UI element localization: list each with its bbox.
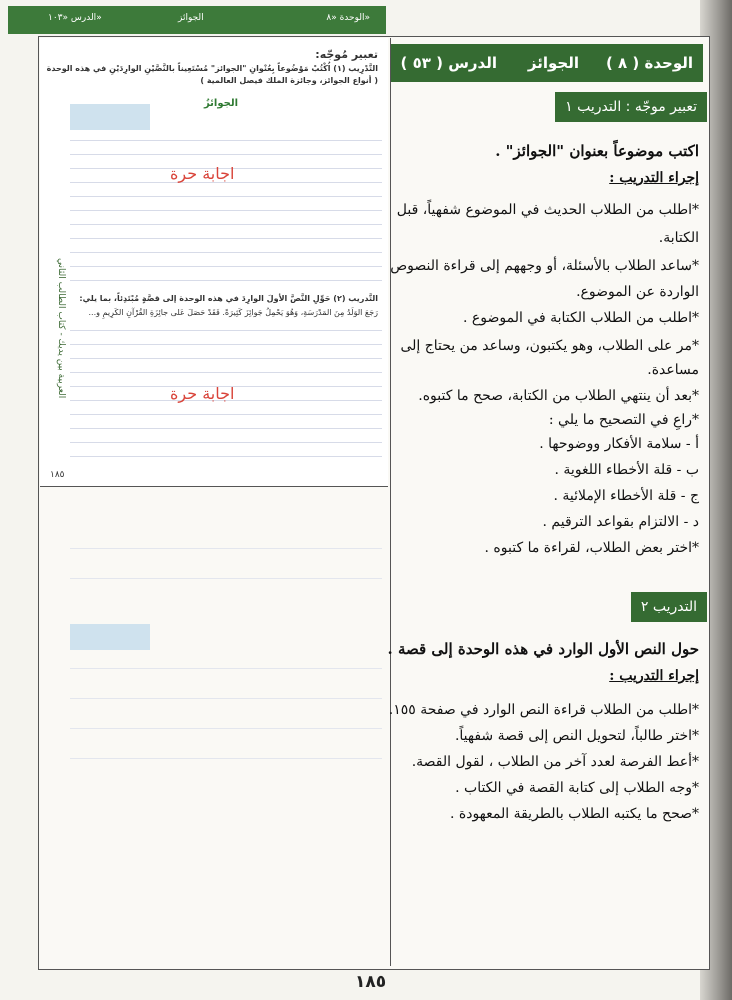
s1-line: *ساعد الطلاب بالأسئلة، أو وجههم إلى قراءة النصوص	[390, 258, 699, 274]
s2-line: *أعط الفرصة لعدد آخر من الطلاب ، لقول القصة.	[411, 754, 699, 770]
section1-procedure-title: إجراء التدريب :	[609, 170, 699, 186]
lesson-header	[391, 44, 703, 82]
thumb-exercise2-line2: رَجَعَ الوَلَدُ مِنَ المَدْرَسَةِ، وَهُوَ يَحْمِلُ جَوائِزَ كَثِيرَةً. فَقَدْ حَصَلَ عَلى جائِزَةِ القُرْآنِ الكَرِيمِ و...	[88, 308, 378, 317]
free-answer-1: اجابة حرة	[170, 164, 235, 183]
free-answer-2: اجابة حرة	[170, 384, 235, 403]
s1-line: الكتابة.	[658, 230, 699, 246]
thumb-title: الجوائز	[178, 13, 204, 23]
thumb-page-number: ١٨٥	[50, 470, 65, 480]
thumbnail-bottom	[40, 488, 388, 966]
section1-task: اكتب موضوعاً بعنوان "الجوائز" .	[495, 142, 699, 160]
thumb-exercise1-line1: التَّدْرِيب (١) اُكْتُبْ مَوْضُوعاً بِعُنْوانِ "الجوائز" مُسْتَعِيناً بالنَّصَّيْنِ الوارِدَيْنِ في هذه الوحدة	[46, 64, 378, 73]
s1-line: *بعد أن ينتهي الطلاب من الكتابة، صحح ما كتبوه.	[418, 388, 699, 404]
thumbnail-header	[8, 6, 386, 34]
s1-line: *اطلب من الطلاب الكتابة في الموضوع .	[463, 310, 699, 326]
s1-line: *اختر بعض الطلاب، لقراءة ما كتبوه .	[484, 540, 699, 556]
section2-label: التدريب ٢	[631, 592, 707, 622]
thumb-lesson: الدرس «١٠٣»	[48, 13, 102, 23]
section1-label: تعبير موجّه : التدريب ١	[555, 92, 707, 122]
section2-task: حول النص الأول الوارد في هذه الوحدة إلى قصة .	[387, 640, 699, 658]
thumb-side-label: العربية بين يديك - كتاب الطالب الثاني	[56, 257, 66, 399]
s2-line: *اطلب من الطلاب قراءة النص الوارد في صفحة ١٥٥.	[388, 702, 699, 718]
s2-line: *اختر طالباً، لتحويل النص إلى قصة شفهياً.	[454, 728, 699, 744]
thumb-exercise1-line2: ( أنواع الجوائز، وجائزة الملك فيصل العالمية )	[200, 76, 378, 85]
s2-line: *صحح ما يكتبه الطلاب بالطريقة المعهودة .	[449, 806, 699, 822]
header-title: الجوائز	[527, 54, 579, 72]
s1-line: أ - سلامة الأفكار ووضوحها .	[539, 436, 699, 452]
s1-line: ج - قلة الأخطاء الإملائية .	[553, 488, 699, 504]
s2-line: *وجه الطلاب إلى كتابة القصة في الكتاب .	[455, 780, 699, 796]
header-unit: الوحدة ( ٨ )	[605, 54, 693, 72]
s1-line: *راعِ في التصحيح ما يلي :	[548, 412, 699, 428]
section2-procedure-title: إجراء التدريب :	[609, 668, 699, 684]
teacher-instructions	[387, 38, 707, 966]
page-number: ١٨٥	[355, 972, 387, 992]
section1-bar	[557, 92, 707, 122]
s1-line: *مر على الطلاب، وهو يكتبون، وساعد من يحتاج إلى	[400, 338, 699, 354]
section2-bar	[637, 592, 707, 622]
s1-line: د - الالتزام بقواعد الترقيم .	[542, 514, 699, 530]
s1-line: مساعدة.	[647, 362, 699, 378]
thumb-unit: الوحدة «٨»	[326, 13, 370, 23]
header-lesson: الدرس ( ٥٣ )	[400, 54, 497, 72]
thumb-section-title: تعبير مُوجّه:	[315, 48, 378, 61]
s1-line: الواردة عن الموضوع.	[576, 284, 699, 300]
student-page-thumbnail	[40, 38, 388, 966]
thumb-tab	[70, 104, 150, 130]
thumbnail-top	[40, 38, 388, 487]
s1-line: *اطلب من الطلاب الحديث في الموضوع شفهياً، قبل	[396, 202, 699, 218]
thumb-exercise2-line1: التَّدريب (٢) حَوِّلِ النَّصَّ الأولَ الوارِدَ في هذه الوحدة إلى قصَّةٍ مُبْتَدِئاً، بما يلي:	[79, 294, 378, 303]
s1-line: ب - قلة الأخطاء اللغوية .	[554, 462, 699, 478]
thumb-topic-title: الجوائزُ	[203, 98, 238, 109]
